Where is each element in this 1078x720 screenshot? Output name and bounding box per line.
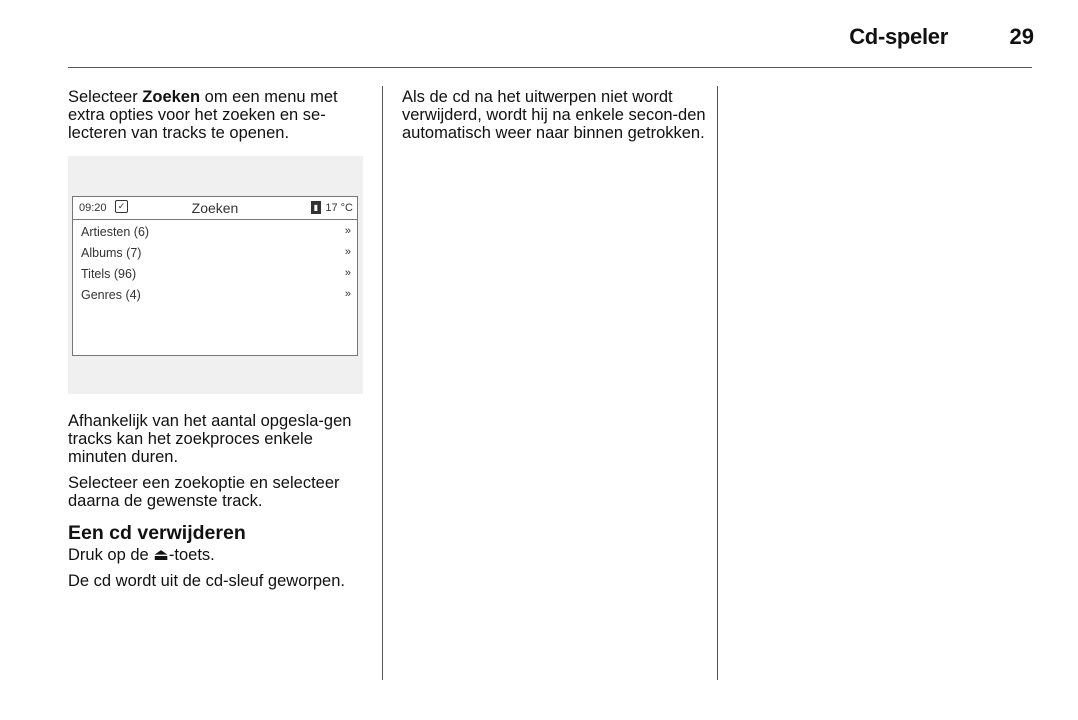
text-span: om een menu met extra opties voor het zoeken en se-lecteren van tracks te openen. [68, 88, 338, 142]
temperature-readout: 17 °C [325, 202, 353, 214]
paragraph-select-track: Selecteer een zoekoptie en selecteer daarna de gewenste track. [68, 474, 340, 510]
column-middle [402, 88, 707, 142]
page-number: 29 [1009, 24, 1034, 49]
clock-time: 09:20 [79, 202, 107, 214]
chevron-right-icon: » [344, 288, 351, 300]
chevron-right-icon: » [344, 246, 351, 258]
menu-item-label: Artiesten (6) [81, 225, 150, 239]
cd-source-icon: ✓ [115, 200, 128, 213]
paragraph-cd-ejected: De cd wordt uit de cd-sleuf geworpen. [68, 572, 345, 590]
section-heading: Een cd verwijderen [68, 522, 246, 544]
bold-term: Zoeken [142, 88, 201, 106]
chevron-right-icon: » [344, 267, 351, 279]
header-rule [68, 67, 1032, 68]
column-left [68, 88, 368, 142]
paragraph-eject-button [68, 546, 368, 564]
menu-item-label: Titels (96) [81, 267, 137, 281]
menu-item-genres[interactable] [73, 286, 357, 307]
eject-icon: ⏏ [153, 546, 169, 564]
menu-item-albums[interactable] [73, 244, 357, 265]
screen-title: Zoeken [191, 200, 239, 216]
column-separator [382, 86, 383, 680]
menu-item-artists[interactable] [73, 223, 357, 244]
text-span: -toets. [168, 546, 215, 564]
menu-item-label: Albums (7) [81, 246, 142, 260]
running-header-title: Cd-speler [849, 24, 948, 49]
paragraph-select-search [68, 88, 368, 142]
chevron-right-icon: » [344, 225, 351, 237]
thermometer-icon: ▮ [311, 201, 321, 214]
paragraph-search-duration: Afhankelijk van het aantal opgesla-gen tracks kan het zoekproces enkele minuten duren. [68, 412, 352, 466]
text-span: Druk op de [68, 546, 154, 564]
menu-item-label: Genres (4) [81, 288, 141, 302]
display-screenshot [68, 156, 363, 394]
text-span: Selecteer [68, 88, 143, 106]
menu-item-titles[interactable] [73, 265, 357, 286]
column-separator [717, 86, 718, 680]
search-menu [73, 223, 357, 307]
display-screen [72, 196, 358, 356]
column-left-lower [68, 412, 368, 590]
paragraph-auto-retract: Als de cd na het uitwerpen niet wordt verwijderd, wordt hij na enkele secon-den automatisch weer naar binnen getrokken. [402, 88, 706, 142]
screen-status-bar [73, 197, 357, 220]
